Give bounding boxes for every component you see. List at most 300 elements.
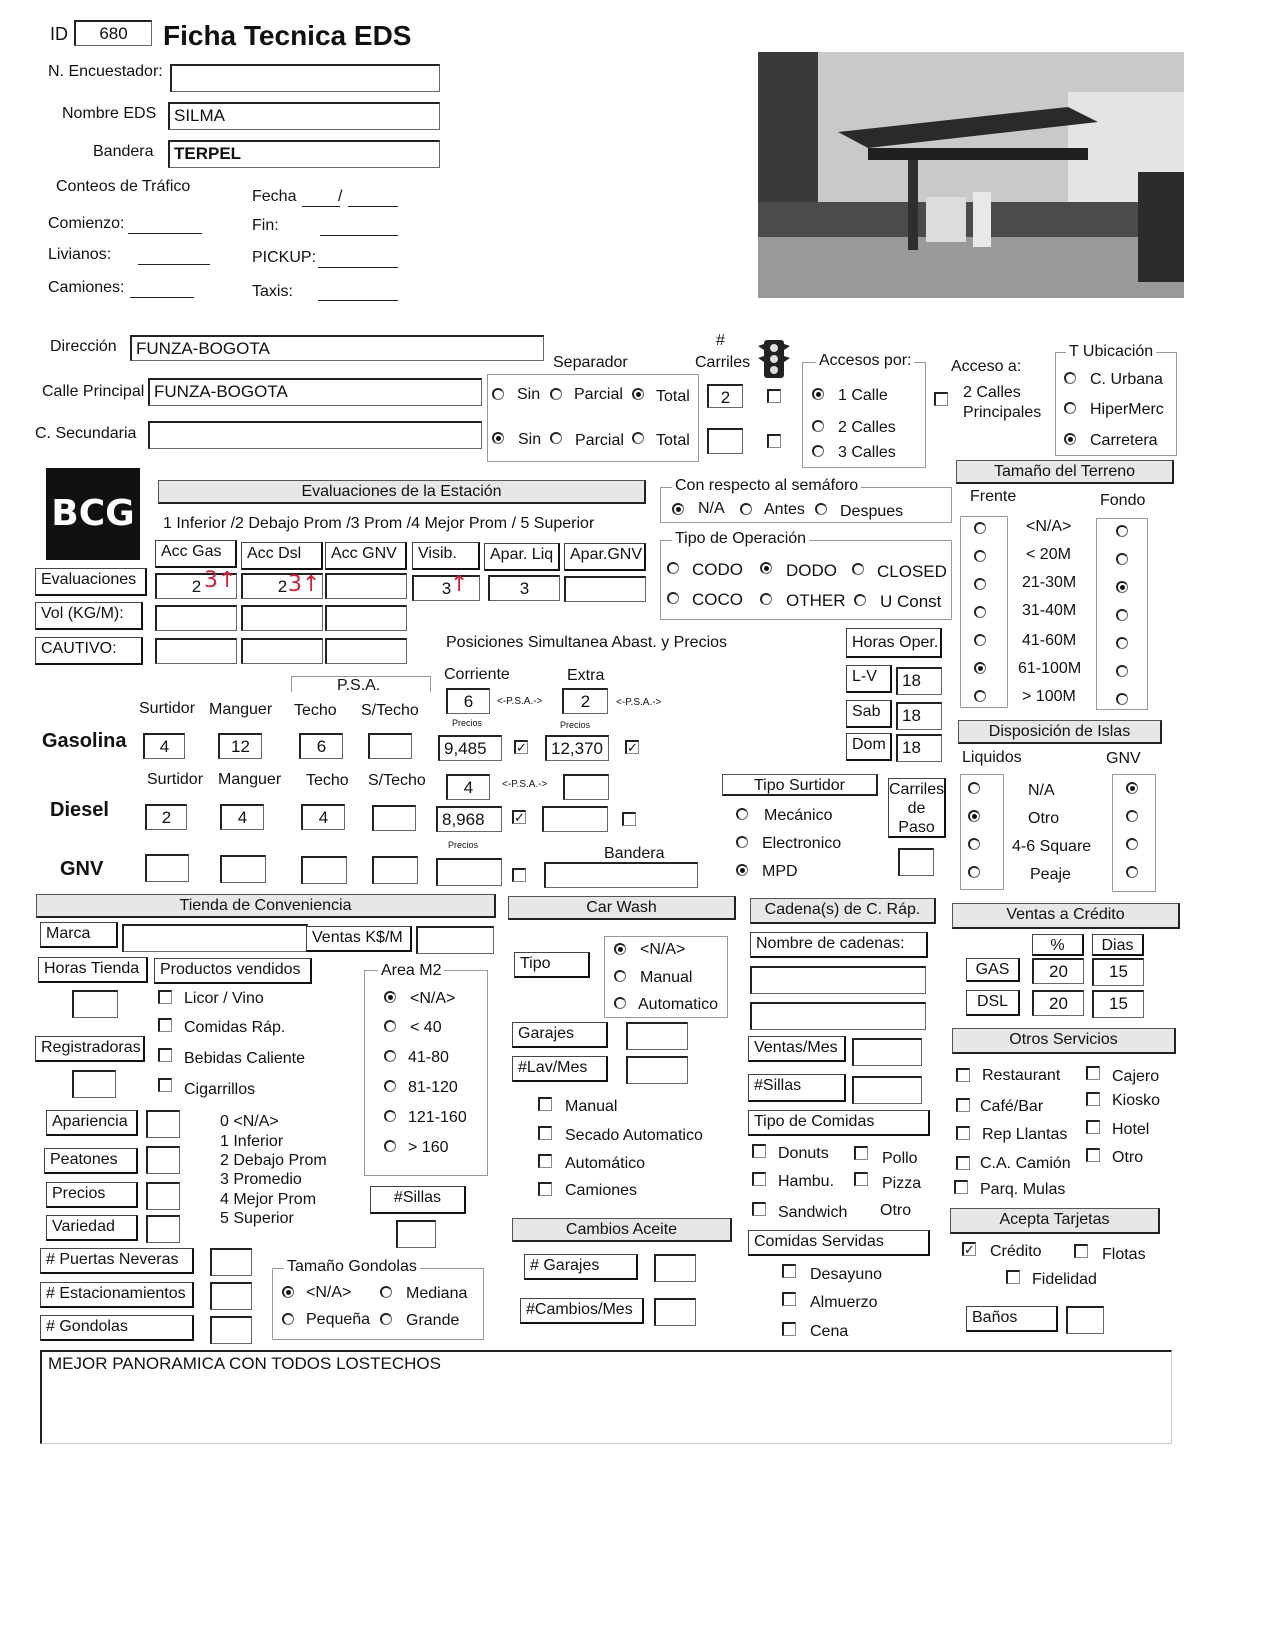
fecha-line-2[interactable] xyxy=(348,206,398,207)
carriles-secundaria-field[interactable] xyxy=(707,428,743,454)
gasolina-corriente-precio[interactable]: 9,485 xyxy=(438,735,502,761)
diesel-manguer-field[interactable]: 4 xyxy=(220,804,264,830)
escala-4: 4 Mejor Prom xyxy=(220,1191,317,1208)
semaforo-na-radio[interactable] xyxy=(672,503,684,515)
surtidor-electronico-radio[interactable] xyxy=(736,836,748,848)
terreno-row-2: 21-30M xyxy=(1022,574,1077,591)
otros-camion-label: C.A. Camión xyxy=(980,1155,1071,1172)
otros-hotel-label: Hotel xyxy=(1112,1121,1150,1138)
terreno-fondo-radio-2[interactable] xyxy=(1116,581,1128,593)
evaluaciones-header: Evaluaciones de la Estación xyxy=(158,480,646,504)
islas-liq-radio-3[interactable] xyxy=(968,866,980,878)
otros-header: Otros Servicios xyxy=(952,1028,1176,1054)
precios-label-2: Precios xyxy=(560,720,591,730)
gondolas-pequena-radio[interactable] xyxy=(282,1313,294,1325)
horas-dom-field[interactable]: 18 xyxy=(896,734,942,762)
prod-licor-label: Licor / Vino xyxy=(184,990,264,1007)
otros-llantas-label: Rep Llantas xyxy=(982,1126,1068,1143)
tienda-productos-label: Productos vendidos xyxy=(154,958,312,984)
surtidor-mecanico-radio[interactable] xyxy=(736,808,748,820)
otros-camion-cb[interactable] xyxy=(956,1156,970,1170)
terreno-frente-radio-5[interactable] xyxy=(974,662,986,674)
extra-label: Extra xyxy=(567,667,605,684)
puertas-field[interactable] xyxy=(210,1248,252,1276)
islas-row-1: Otro xyxy=(1028,810,1060,827)
cautivo-field-1[interactable] xyxy=(155,638,237,664)
carwash-lav-field[interactable] xyxy=(626,1056,688,1084)
prod-bebidas-label: Bebidas Caliente xyxy=(184,1050,305,1067)
acceso-a-checkbox[interactable] xyxy=(934,392,948,406)
sep2-parcial-radio[interactable] xyxy=(550,432,562,444)
tienda-ventas-field[interactable] xyxy=(416,926,494,954)
encuestador-field[interactable] xyxy=(170,64,440,92)
diesel-surtidor-field[interactable]: 2 xyxy=(145,804,187,830)
terreno-fondo-label: Fondo xyxy=(1100,492,1146,509)
area-radio-2[interactable] xyxy=(384,1050,396,1062)
eval-apar-liq-field[interactable]: 3 xyxy=(488,575,560,601)
otros-otro-cb[interactable] xyxy=(1086,1148,1100,1162)
cadenas-ventas-label: Ventas/Mes xyxy=(748,1036,846,1062)
carwash-manual-label: Manual xyxy=(640,969,693,986)
eval-col-apar-liq: Apar. Liq xyxy=(484,543,560,571)
comidas-servidas-label: Comidas Servidas xyxy=(748,1230,930,1256)
psa-arrow-3: <-P.S.A.-> xyxy=(502,779,548,790)
ubicacion-carretera-label: Carretera xyxy=(1090,432,1158,449)
gasolina-stecho-field[interactable] xyxy=(368,733,412,759)
diesel-precio-check-2[interactable] xyxy=(622,812,636,826)
traffic-light-cb-2[interactable] xyxy=(767,434,781,448)
eval-acc-dsl-correction: 3↑ xyxy=(288,572,321,597)
cadenas-nombre-field-1[interactable] xyxy=(750,966,926,994)
acceso-a-l1: 2 Calles xyxy=(963,384,1021,401)
tarjetas-fidelidad-cb[interactable] xyxy=(1006,1270,1020,1284)
gnv-stecho-field[interactable] xyxy=(372,856,418,884)
otros-mulas-cb[interactable] xyxy=(954,1180,968,1194)
servidas-desayuno-cb[interactable] xyxy=(782,1264,796,1278)
tarjetas-flotas-cb[interactable] xyxy=(1074,1244,1088,1258)
cadenas-sillas-label: #Sillas xyxy=(748,1074,846,1102)
surtidor-electronico-label: Electronico xyxy=(762,835,842,852)
eval-visib-correction: ↑ xyxy=(450,572,469,597)
terreno-fondo-radio-6[interactable] xyxy=(1116,693,1128,705)
prod-comidas-cb[interactable] xyxy=(158,1018,172,1032)
cadenas-sillas-field[interactable] xyxy=(852,1076,922,1104)
carwash-garajes-field[interactable] xyxy=(626,1022,688,1050)
area-label-0: <N/A> xyxy=(410,990,456,1007)
terreno-frente-radio-4[interactable] xyxy=(974,634,986,646)
tienda-horas-field[interactable] xyxy=(72,990,118,1018)
semaforo-despues-label: Despues xyxy=(840,503,904,520)
gondolas-pequena-label: Pequeña xyxy=(306,1311,371,1328)
direccion-field[interactable]: FUNZA-BOGOTA xyxy=(130,335,544,361)
sep2-sin-radio[interactable] xyxy=(492,432,504,444)
prod-cigarrillos-cb[interactable] xyxy=(158,1078,172,1092)
islas-gnv-radio-0[interactable] xyxy=(1126,782,1138,794)
islas-liquidos-label: Liquidos xyxy=(962,749,1022,766)
nombre-eds-label: Nombre EDS xyxy=(62,105,157,122)
escala-2: 2 Debajo Prom xyxy=(220,1152,327,1169)
tipo-hambu-label: Hambu. xyxy=(778,1173,835,1190)
carwash-check-secado[interactable] xyxy=(538,1126,552,1140)
prod-licor-cb[interactable] xyxy=(158,990,172,1004)
tarjetas-credito-cb[interactable]: ✓ xyxy=(962,1242,976,1256)
tipo-donuts-label: Donuts xyxy=(778,1145,829,1162)
surtidor-mpd-radio[interactable] xyxy=(736,864,748,876)
livianos-label: Livianos: xyxy=(48,246,112,263)
credito-gas-dias[interactable]: 15 xyxy=(1092,958,1144,986)
eval-acc-gnv-field[interactable] xyxy=(325,573,407,599)
notes-field[interactable]: MEJOR PANORAMICA CON TODOS LOSTECHOS xyxy=(40,1350,1172,1444)
corriente-label: Corriente xyxy=(444,666,510,683)
accesos-3-radio[interactable] xyxy=(812,445,824,457)
terreno-frente-radio-6[interactable] xyxy=(974,690,986,702)
tienda-marca-label: Marca xyxy=(40,922,118,948)
horas-lv-field[interactable]: 18 xyxy=(896,667,942,695)
area-radio-1[interactable] xyxy=(384,1020,396,1032)
terreno-frente-radio-3[interactable] xyxy=(974,606,986,618)
op-closed-radio[interactable] xyxy=(852,563,864,575)
eval-acc-gas-field[interactable]: 2 xyxy=(155,573,237,599)
prod-cigarrillos-label: Cigarrillos xyxy=(184,1081,256,1098)
tienda-marca-field[interactable] xyxy=(122,924,308,952)
terreno-row-6: > 100M xyxy=(1022,688,1076,705)
cautivo-field-2[interactable] xyxy=(241,638,323,664)
gondolas-na-radio[interactable] xyxy=(282,1286,294,1298)
gondolas-size-title: Tamaño Gondolas xyxy=(284,1258,420,1276)
diesel-psa-field-2[interactable] xyxy=(563,774,609,800)
gnv-bandera-field[interactable] xyxy=(544,862,698,888)
otros-restaurant-cb[interactable] xyxy=(956,1068,970,1082)
tipo-pollo-cb[interactable] xyxy=(854,1146,868,1160)
fecha-slash: / xyxy=(338,188,343,205)
area-radio-5[interactable] xyxy=(384,1140,396,1152)
terreno-row-3: 31-40M xyxy=(1022,602,1077,619)
sep1-parcial-radio[interactable] xyxy=(550,388,562,400)
vol-field-3[interactable] xyxy=(325,605,407,631)
precios-tienda-label: Precios xyxy=(46,1182,138,1208)
terreno-fondo-radio-4[interactable] xyxy=(1116,637,1128,649)
taxis-line[interactable] xyxy=(318,300,398,301)
gasolina-techo-head: Techo xyxy=(294,702,337,719)
carwash-check-manual[interactable] xyxy=(538,1097,552,1111)
area-label-3: 81-120 xyxy=(408,1079,458,1096)
horas-lv-label: L-V xyxy=(846,665,892,693)
eval-col-acc-gas: Acc Gas xyxy=(155,540,237,568)
carwash-lav-label: #Lav/Mes xyxy=(512,1056,608,1082)
cadenas-nombre-label: Nombre de cadenas: xyxy=(750,932,928,958)
psa-arrow-2: <-P.S.A.-> xyxy=(616,697,662,708)
camiones-line[interactable] xyxy=(130,297,194,298)
vol-label: Vol (KG/M): xyxy=(35,602,143,630)
islas-gnv-radio-1[interactable] xyxy=(1126,810,1138,822)
comienzo-line[interactable] xyxy=(128,233,202,234)
horas-dom-label: Dom xyxy=(846,733,892,761)
tipo-surtidor-header: Tipo Surtidor xyxy=(722,774,878,796)
otros-otro-label: Otro xyxy=(1112,1149,1144,1166)
gondolas-na-label: <N/A> xyxy=(306,1284,352,1301)
camiones-label: Camiones: xyxy=(48,279,125,296)
carwash-na-radio[interactable] xyxy=(614,943,626,955)
cautivo-field-3[interactable] xyxy=(325,638,407,664)
accesos-2-radio[interactable] xyxy=(812,420,824,432)
otros-cafe-cb[interactable] xyxy=(956,1098,970,1112)
gondolas-grande-radio[interactable] xyxy=(380,1313,392,1325)
otros-cajero-cb[interactable] xyxy=(1086,1066,1100,1080)
bandera-field[interactable]: TERPEL xyxy=(168,140,440,168)
diesel-precio-field-2[interactable] xyxy=(542,806,608,832)
tienda-sillas-field[interactable] xyxy=(396,1220,436,1248)
gasolina-extra-psa[interactable]: 2 xyxy=(562,688,608,714)
terreno-frente-radio-2[interactable] xyxy=(974,578,986,590)
op-codo-radio[interactable] xyxy=(667,562,679,574)
carwash-header: Car Wash xyxy=(508,896,736,920)
credito-header: Ventas a Crédito xyxy=(952,903,1180,929)
direccion-label: Dirección xyxy=(50,338,117,355)
peatones-label: Peatones xyxy=(44,1148,138,1174)
gasolina-surtidor-field[interactable]: 4 xyxy=(143,733,185,759)
tipo-hambu-cb[interactable] xyxy=(752,1172,766,1186)
tipo-pizza-label: Pizza xyxy=(882,1175,922,1192)
tipo-otro-label: Otro xyxy=(880,1202,912,1219)
diesel-techo-field[interactable]: 4 xyxy=(301,804,345,830)
carwash-tipo-label: Tipo xyxy=(514,952,590,978)
horas-header: Horas Oper. xyxy=(846,628,942,658)
aceite-cambios-field[interactable] xyxy=(654,1298,696,1326)
tipo-donuts-cb[interactable] xyxy=(752,1144,766,1158)
islas-gnv-radio-3[interactable] xyxy=(1126,866,1138,878)
area-title: Area M2 xyxy=(378,962,444,980)
op-uconst-radio[interactable] xyxy=(854,594,866,606)
servidas-almuerzo-label: Almuerzo xyxy=(810,1294,878,1311)
area-label-1: < 40 xyxy=(410,1019,442,1036)
terreno-row-1: < 20M xyxy=(1026,546,1071,563)
peatones-field[interactable] xyxy=(146,1146,180,1174)
aceite-header: Cambios Aceite xyxy=(512,1218,732,1242)
gnv-surtidor-field[interactable] xyxy=(145,854,189,882)
carriles-paso-l3: Paso xyxy=(898,819,935,836)
gondolas-field[interactable] xyxy=(210,1316,252,1344)
banos-field[interactable] xyxy=(1066,1306,1104,1334)
credito-gas-pct[interactable]: 20 xyxy=(1032,958,1084,984)
operacion-title: Tipo de Operación xyxy=(672,530,809,548)
area-radio-4[interactable] xyxy=(384,1110,396,1122)
area-label-2: 41-80 xyxy=(408,1049,449,1066)
traffic-light-cb-1[interactable] xyxy=(767,389,781,403)
gasolina-manguer-field[interactable]: 12 xyxy=(218,733,262,759)
carwash-check-auto-label: Automático xyxy=(565,1155,646,1172)
cadenas-ventas-field[interactable] xyxy=(852,1038,922,1066)
gasolina-corriente-check[interactable]: ✓ xyxy=(514,740,528,754)
terreno-header: Tamaño del Terreno xyxy=(956,460,1174,484)
otros-kiosko-cb[interactable] xyxy=(1086,1092,1100,1106)
islas-liq-group xyxy=(960,774,1004,890)
estacionamientos-field[interactable] xyxy=(210,1282,252,1310)
servidas-cena-cb[interactable] xyxy=(782,1322,796,1336)
apariencia-field[interactable] xyxy=(146,1110,180,1138)
islas-row-3: Peaje xyxy=(1030,866,1071,883)
islas-liq-radio-1[interactable] xyxy=(968,810,980,822)
sep1-sin-label: Sin xyxy=(517,386,541,403)
carwash-auto-radio[interactable] xyxy=(614,997,626,1009)
ubicacion-title: T Ubicación xyxy=(1066,343,1156,361)
semaforo-antes-label: Antes xyxy=(764,501,805,518)
sep1-parcial-label: Parcial xyxy=(574,386,623,403)
credito-dsl-pct[interactable]: 20 xyxy=(1032,990,1084,1016)
tienda-sillas-label: #Sillas xyxy=(370,1186,466,1214)
traffic-light-icon xyxy=(758,340,790,383)
islas-liq-radio-0[interactable] xyxy=(968,782,980,794)
accesos-1-radio[interactable] xyxy=(812,388,824,400)
op-codo-label: CODO xyxy=(692,560,743,579)
sep1-sin-radio[interactable] xyxy=(492,388,504,400)
eval-acc-dsl-field[interactable]: 2 xyxy=(241,573,323,599)
puertas-label: # Puertas Neveras xyxy=(40,1248,194,1274)
aceite-garajes-field[interactable] xyxy=(654,1254,696,1282)
credito-gas-label: GAS xyxy=(966,958,1020,982)
op-other-radio[interactable] xyxy=(760,593,772,605)
semaforo-antes-radio[interactable] xyxy=(740,503,752,515)
terreno-frente-radio-1[interactable] xyxy=(974,550,986,562)
op-coco-label: COCO xyxy=(692,590,743,609)
pickup-label: PICKUP: xyxy=(252,249,317,266)
op-coco-radio[interactable] xyxy=(667,592,679,604)
taxis-label: Taxis: xyxy=(252,283,293,300)
evaluaciones-scale: 1 Inferior /2 Debajo Prom /3 Prom /4 Mejor Prom / 5 Superior xyxy=(163,515,595,532)
escala-0: 0 <N/A> xyxy=(220,1113,279,1130)
tipo-sandwich-cb[interactable] xyxy=(752,1202,766,1216)
eval-visib-field[interactable]: 3 xyxy=(412,575,480,601)
area-label-5: > 160 xyxy=(408,1139,449,1156)
calle-principal-label: Calle Principal xyxy=(42,383,145,400)
terreno-fondo-radio-0[interactable] xyxy=(1116,525,1128,537)
credito-dsl-dias[interactable]: 15 xyxy=(1092,990,1144,1018)
escala-1: 1 Inferior xyxy=(220,1133,284,1150)
area-label-4: 121-160 xyxy=(408,1109,467,1126)
sep2-total-radio[interactable] xyxy=(632,432,644,444)
terreno-frente-radio-0[interactable] xyxy=(974,522,986,534)
surtidor-mecanico-label: Mecánico xyxy=(764,807,833,824)
gasolina-extra-precio[interactable]: 12,370 xyxy=(545,735,609,761)
gondolas-mediana-radio[interactable] xyxy=(380,1286,392,1298)
credito-pct-head: % xyxy=(1032,934,1084,956)
diesel-precio-check[interactable]: ✓ xyxy=(512,810,526,824)
gnv-manguer-field[interactable] xyxy=(220,855,266,883)
servidas-cena-label: Cena xyxy=(810,1323,849,1340)
fin-line[interactable] xyxy=(320,235,398,236)
diesel-stecho-field[interactable] xyxy=(372,805,416,831)
registradoras-field[interactable] xyxy=(72,1070,116,1098)
otros-llantas-cb[interactable] xyxy=(956,1126,970,1140)
livianos-line[interactable] xyxy=(138,264,210,265)
ubicacion-hiper-radio[interactable] xyxy=(1064,402,1076,414)
gondolas-grande-label: Grande xyxy=(406,1312,460,1329)
carwash-check-camiones[interactable] xyxy=(538,1182,552,1196)
eval-col-visib: Visib. xyxy=(412,542,480,570)
tipo-sandwich-label: Sandwich xyxy=(778,1204,848,1221)
carwash-check-camiones-label: Camiones xyxy=(565,1182,638,1199)
tipo-pizza-cb[interactable] xyxy=(854,1172,868,1186)
islas-liq-radio-2[interactable] xyxy=(968,838,980,850)
otros-cajero-label: Cajero xyxy=(1112,1068,1160,1085)
horas-sab-field[interactable]: 18 xyxy=(896,702,942,730)
tarjetas-fidelidad-label: Fidelidad xyxy=(1032,1271,1097,1288)
aceite-garajes-label: # Garajes xyxy=(524,1254,638,1280)
variedad-field[interactable] xyxy=(146,1215,180,1243)
otros-hotel-cb[interactable] xyxy=(1086,1120,1100,1134)
islas-gnv-radio-2[interactable] xyxy=(1126,838,1138,850)
psa-arrow-1: <-P.S.A.-> xyxy=(497,696,543,707)
ubicacion-carretera-radio[interactable] xyxy=(1064,433,1076,445)
tienda-header: Tienda de Conveniencia xyxy=(36,894,496,918)
op-dodo-radio[interactable] xyxy=(760,562,772,574)
servidas-almuerzo-cb[interactable] xyxy=(782,1292,796,1306)
diesel-precio-field[interactable]: 8,968 xyxy=(436,806,502,832)
gnv-techo-field[interactable] xyxy=(301,856,347,884)
terreno-fondo-radio-3[interactable] xyxy=(1116,609,1128,621)
comienzo-label: Comienzo: xyxy=(48,215,125,232)
sep1-total-label: Total xyxy=(656,388,690,405)
vol-field-2[interactable] xyxy=(241,605,323,631)
carwash-manual-radio[interactable] xyxy=(614,970,626,982)
servidas-desayuno-label: Desayuno xyxy=(810,1266,883,1283)
carriles-paso-field[interactable] xyxy=(898,848,934,876)
cadenas-nombre-field-2[interactable] xyxy=(750,1002,926,1030)
area-radio-3[interactable] xyxy=(384,1080,396,1092)
diesel-psa-field[interactable]: 4 xyxy=(446,774,490,800)
carriles-principal-field[interactable]: 2 xyxy=(707,384,743,408)
sep1-total-radio[interactable] xyxy=(632,388,644,400)
carriles-title: Carriles xyxy=(695,354,751,371)
fecha-label: Fecha xyxy=(252,188,297,205)
area-radio-0[interactable] xyxy=(384,991,396,1003)
diesel-stecho-head: S/Techo xyxy=(368,772,426,789)
carwash-check-manual-label: Manual xyxy=(565,1098,618,1115)
gnv-precio-field[interactable] xyxy=(436,858,502,886)
id-field[interactable]: 680 xyxy=(74,20,152,46)
cadenas-tipo-label: Tipo de Comidas xyxy=(748,1110,930,1136)
eval-apar-gnv-field[interactable] xyxy=(564,576,646,602)
gasolina-corriente-psa[interactable]: 6 xyxy=(446,688,490,714)
cadenas-header: Cadena(s) de C. Ráp. xyxy=(750,898,936,924)
diesel-techo-head: Techo xyxy=(306,772,349,789)
calle-secundaria-field[interactable] xyxy=(148,421,482,449)
carriles-paso-l1: Carriles xyxy=(889,781,945,798)
ubicacion-urbana-radio[interactable] xyxy=(1064,372,1076,384)
credito-dsl-label: DSL xyxy=(966,990,1020,1016)
vol-field-1[interactable] xyxy=(155,605,237,631)
station-photo xyxy=(758,52,1184,298)
gnv-precio-check[interactable] xyxy=(512,868,526,882)
gasolina-techo-field[interactable]: 6 xyxy=(299,733,343,759)
calle-principal-field[interactable]: FUNZA-BOGOTA xyxy=(148,378,482,406)
islas-header: Disposición de Islas xyxy=(958,720,1162,744)
precios-tienda-field[interactable] xyxy=(146,1182,180,1210)
pickup-line[interactable] xyxy=(318,267,398,268)
terreno-fondo-radio-1[interactable] xyxy=(1116,553,1128,565)
carwash-check-auto[interactable] xyxy=(538,1154,552,1168)
islas-gnv-label: GNV xyxy=(1106,750,1141,767)
prod-bebidas-cb[interactable] xyxy=(158,1048,172,1062)
gasolina-surtidor-head: Surtidor xyxy=(139,700,196,717)
gasolina-extra-check[interactable]: ✓ xyxy=(625,740,639,754)
fecha-line[interactable] xyxy=(302,206,340,207)
terreno-row-5: 61-100M xyxy=(1018,660,1082,677)
islas-row-0: N/A xyxy=(1028,782,1055,799)
sep2-total-label: Total xyxy=(656,432,690,449)
terreno-fondo-radio-5[interactable] xyxy=(1116,665,1128,677)
nombre-eds-field[interactable]: SILMA xyxy=(168,102,440,130)
semaforo-despues-radio[interactable] xyxy=(815,503,827,515)
